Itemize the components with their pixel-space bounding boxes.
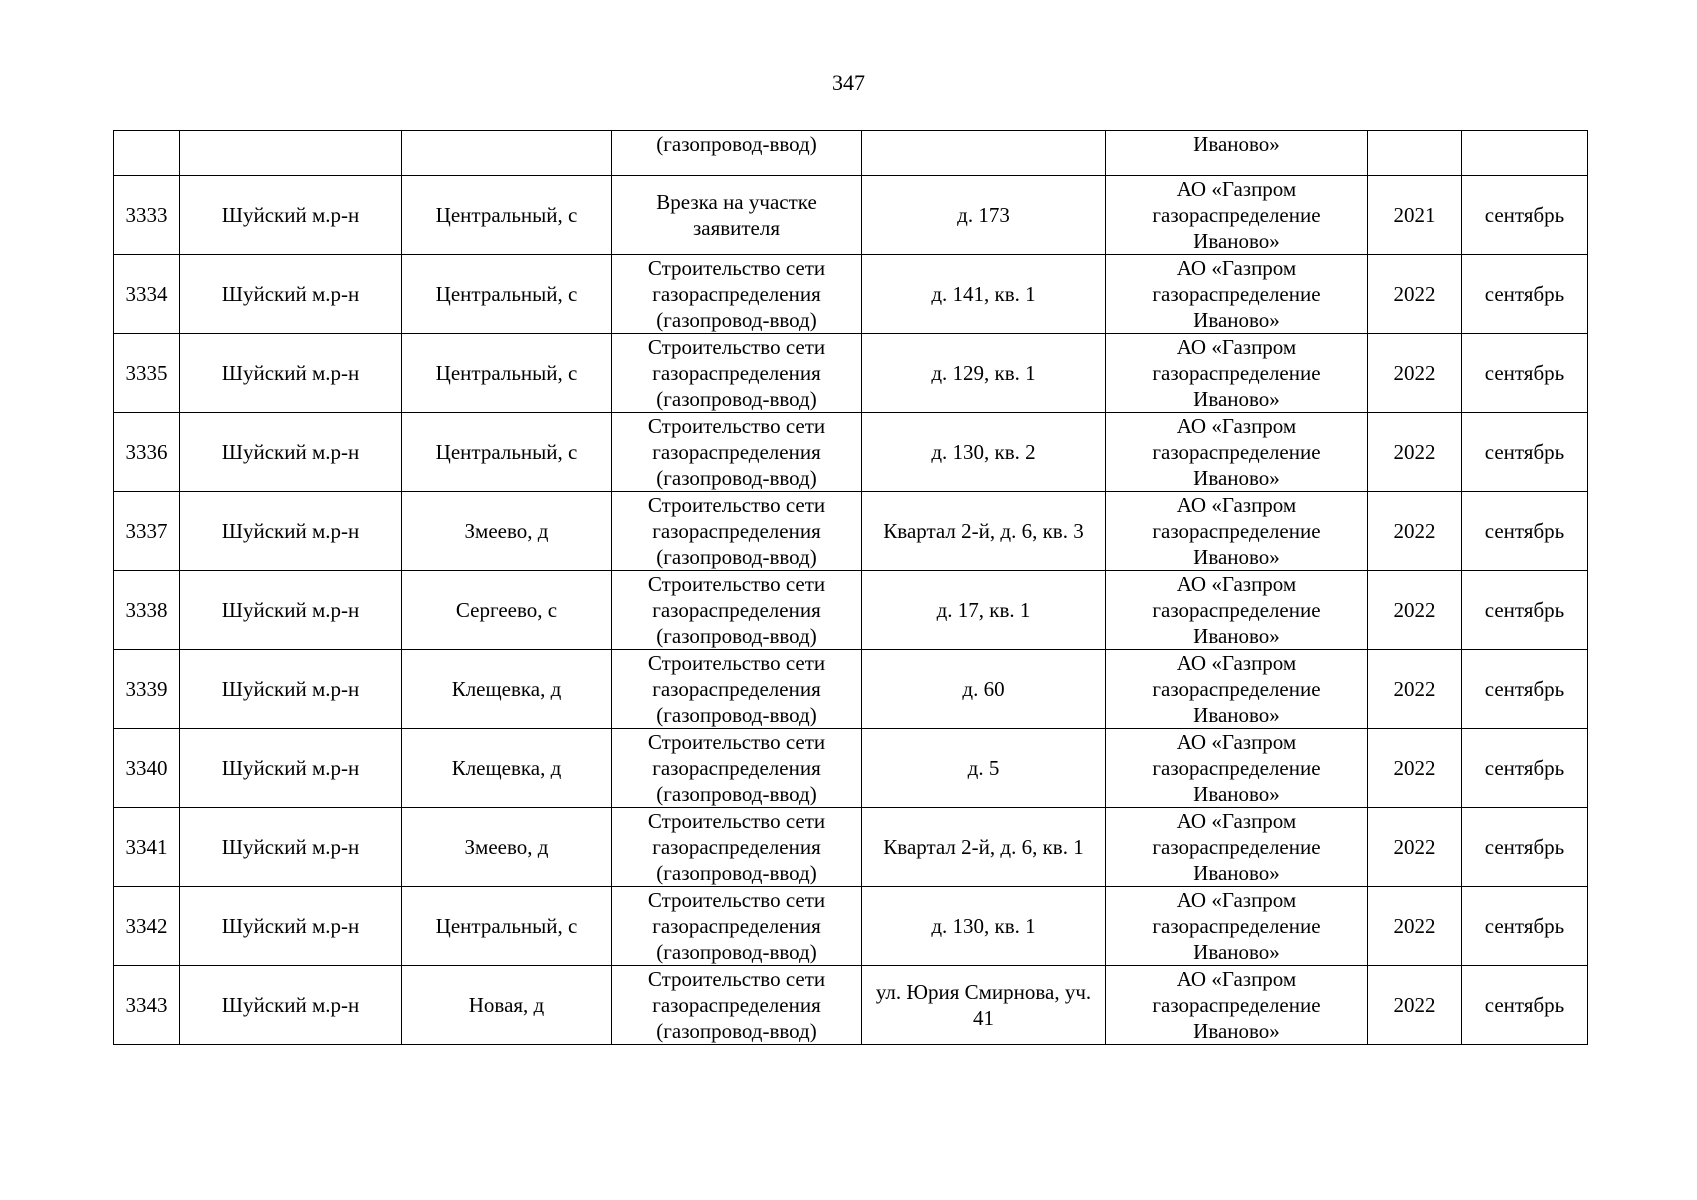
month-cell: сентябрь <box>1462 966 1588 1045</box>
address-cell: д. 130, кв. 2 <box>862 413 1106 492</box>
table-row <box>114 966 1588 1045</box>
table-cell <box>180 131 402 176</box>
table-row <box>114 255 1588 334</box>
row-number-cell: 3337 <box>114 492 180 571</box>
table-row <box>114 176 1588 255</box>
year-cell: 2022 <box>1368 413 1462 492</box>
settlement-cell: Клещевка, д <box>402 650 612 729</box>
work-type-cell: Врезка на участке заявителя <box>612 176 862 255</box>
settlement-cell: Сергеево, с <box>402 571 612 650</box>
settlement-cell: Новая, д <box>402 966 612 1045</box>
work-type-cell: Строительство сети газораспределения (газопровод-ввод) <box>612 255 862 334</box>
settlement-cell: Змеево, д <box>402 492 612 571</box>
row-number-cell: 3333 <box>114 176 180 255</box>
work-type-cell: Строительство сети газораспределения (газопровод-ввод) <box>612 571 862 650</box>
table-cell <box>1368 131 1462 176</box>
row-number-cell: 3335 <box>114 334 180 413</box>
month-cell: сентябрь <box>1462 176 1588 255</box>
address-cell: ул. Юрия Смирнова, уч. 41 <box>862 966 1106 1045</box>
work-type-cell: Строительство сети газораспределения (газопровод-ввод) <box>612 887 862 966</box>
table-cell <box>1462 131 1588 176</box>
table-cell <box>114 131 180 176</box>
row-number-cell: 3336 <box>114 413 180 492</box>
settlement-cell: Центральный, с <box>402 887 612 966</box>
month-cell: сентябрь <box>1462 571 1588 650</box>
work-type-cell: Строительство сети газораспределения (газопровод-ввод) <box>612 729 862 808</box>
settlement-cell: Центральный, с <box>402 334 612 413</box>
organization-cell: АО «Газпром газораспределение Иваново» <box>1106 966 1368 1045</box>
month-cell: сентябрь <box>1462 334 1588 413</box>
settlement-cell: Центральный, с <box>402 176 612 255</box>
table-cell <box>862 131 1106 176</box>
settlement-cell: Центральный, с <box>402 255 612 334</box>
month-cell: сентябрь <box>1462 887 1588 966</box>
address-cell: Квартал 2-й, д. 6, кв. 3 <box>862 492 1106 571</box>
row-number-cell: 3342 <box>114 887 180 966</box>
address-cell: д. 5 <box>862 729 1106 808</box>
district-cell: Шуйский м.р-н <box>180 255 402 334</box>
year-cell: 2022 <box>1368 966 1462 1045</box>
page-number: 347 <box>832 70 865 95</box>
year-cell: 2022 <box>1368 729 1462 808</box>
row-number-cell: 3341 <box>114 808 180 887</box>
district-cell: Шуйский м.р-н <box>180 176 402 255</box>
address-cell: д. 17, кв. 1 <box>862 571 1106 650</box>
district-cell: Шуйский м.р-н <box>180 966 402 1045</box>
work-type-cell: Строительство сети газораспределения (газопровод-ввод) <box>612 966 862 1045</box>
year-cell: 2022 <box>1368 571 1462 650</box>
month-cell: сентябрь <box>1462 413 1588 492</box>
year-cell: 2022 <box>1368 492 1462 571</box>
district-cell: Шуйский м.р-н <box>180 729 402 808</box>
month-cell: сентябрь <box>1462 808 1588 887</box>
year-cell: 2021 <box>1368 176 1462 255</box>
address-cell: д. 60 <box>862 650 1106 729</box>
table-row <box>114 492 1588 571</box>
work-type-cell: Строительство сети газораспределения (газопровод-ввод) <box>612 808 862 887</box>
table-row <box>114 650 1588 729</box>
row-number-cell: 3340 <box>114 729 180 808</box>
row-number-cell: 3339 <box>114 650 180 729</box>
settlement-cell: Центральный, с <box>402 413 612 492</box>
address-cell: д. 173 <box>862 176 1106 255</box>
work-type-cell: Строительство сети газораспределения (газопровод-ввод) <box>612 334 862 413</box>
table-row <box>114 571 1588 650</box>
organization-cell: АО «Газпром газораспределение Иваново» <box>1106 571 1368 650</box>
district-cell: Шуйский м.р-н <box>180 334 402 413</box>
organization-cell: АО «Газпром газораспределение Иваново» <box>1106 413 1368 492</box>
district-cell: Шуйский м.р-н <box>180 492 402 571</box>
address-cell: д. 130, кв. 1 <box>862 887 1106 966</box>
year-cell: 2022 <box>1368 334 1462 413</box>
table-row <box>114 887 1588 966</box>
address-cell: д. 141, кв. 1 <box>862 255 1106 334</box>
month-cell: сентябрь <box>1462 255 1588 334</box>
year-cell: 2022 <box>1368 255 1462 334</box>
row-number-cell: 3338 <box>114 571 180 650</box>
row-number-cell: 3343 <box>114 966 180 1045</box>
organization-cell: АО «Газпром газораспределение Иваново» <box>1106 650 1368 729</box>
work-type-cell: Строительство сети газораспределения (газопровод-ввод) <box>612 492 862 571</box>
table-row <box>114 808 1588 887</box>
gasification-table <box>113 130 1588 1045</box>
settlement-cell: Клещевка, д <box>402 729 612 808</box>
row-number-cell: 3334 <box>114 255 180 334</box>
work-type-cell: Строительство сети газораспределения (газопровод-ввод) <box>612 650 862 729</box>
table-cell: Иваново» <box>1106 131 1368 176</box>
month-cell: сентябрь <box>1462 729 1588 808</box>
address-cell: д. 129, кв. 1 <box>862 334 1106 413</box>
month-cell: сентябрь <box>1462 650 1588 729</box>
district-cell: Шуйский м.р-н <box>180 571 402 650</box>
address-cell: Квартал 2-й, д. 6, кв. 1 <box>862 808 1106 887</box>
organization-cell: АО «Газпром газораспределение Иваново» <box>1106 808 1368 887</box>
table-body <box>114 176 1588 1045</box>
table-row <box>114 413 1588 492</box>
organization-cell: АО «Газпром газораспределение Иваново» <box>1106 729 1368 808</box>
district-cell: Шуйский м.р-н <box>180 887 402 966</box>
year-cell: 2022 <box>1368 887 1462 966</box>
work-type-cell: Строительство сети газораспределения (газопровод-ввод) <box>612 413 862 492</box>
year-cell: 2022 <box>1368 650 1462 729</box>
district-cell: Шуйский м.р-н <box>180 413 402 492</box>
table-cell: (газопровод-ввод) <box>612 131 862 176</box>
organization-cell: АО «Газпром газораспределение Иваново» <box>1106 176 1368 255</box>
table-row <box>114 334 1588 413</box>
settlement-cell: Змеево, д <box>402 808 612 887</box>
table-cell <box>402 131 612 176</box>
district-cell: Шуйский м.р-н <box>180 650 402 729</box>
year-cell: 2022 <box>1368 808 1462 887</box>
organization-cell: АО «Газпром газораспределение Иваново» <box>1106 334 1368 413</box>
organization-cell: АО «Газпром газораспределение Иваново» <box>1106 255 1368 334</box>
organization-cell: АО «Газпром газораспределение Иваново» <box>1106 492 1368 571</box>
district-cell: Шуйский м.р-н <box>180 808 402 887</box>
month-cell: сентябрь <box>1462 492 1588 571</box>
table-row <box>114 729 1588 808</box>
organization-cell: АО «Газпром газораспределение Иваново» <box>1106 887 1368 966</box>
continuation-row <box>114 131 1588 176</box>
